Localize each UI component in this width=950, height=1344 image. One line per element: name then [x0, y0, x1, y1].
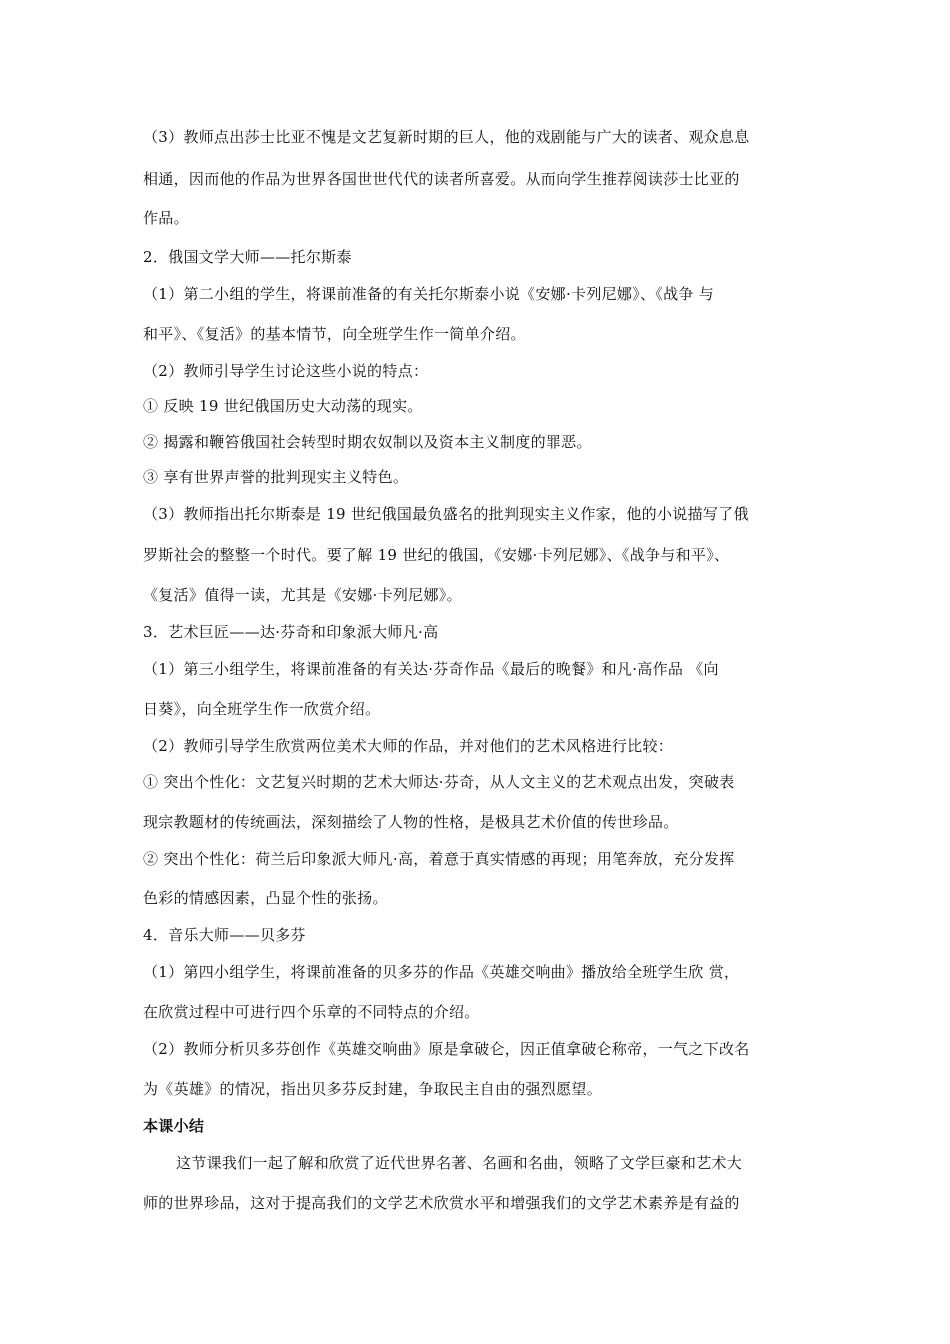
paragraph-line: 和平》、《复活》的基本情节，向全班学生作一简单介绍。 — [143, 325, 526, 343]
paragraph-line: 为《英雄》的情况，指出贝多芬反封建，争取民主自由的强烈愿望。 — [143, 1080, 603, 1098]
paragraph-line: （2）教师引导学生欣赏两位美术大师的作品，并对他们的艺术风格进行比较： — [143, 737, 674, 755]
summary-heading: 本课小结 — [143, 1117, 205, 1135]
paragraph-line: （1）第四小组学生，将课前准备的贝多芬的作品《英雄交响曲》播放给全班学生欣 赏， — [143, 963, 740, 981]
section-heading: 3．艺术巨匠——达·芬奇和印象派大师凡·高 — [143, 623, 439, 641]
paragraph-line: 罗斯社会的整整一个时代。要了解 19 世纪的俄国，《安娜·卡列尼娜》、《战争与和平》、 — [143, 546, 730, 564]
paragraph-line: （1）第三小组学生，将课前准备的有关达·芬奇作品《最后的晚餐》和凡·高作品 《向 — [143, 660, 719, 678]
paragraph-line: （2）教师分析贝多芬创作《英雄交响曲》原是拿破仑，因正值拿破仑称帝，一气之下改名 — [143, 1040, 750, 1058]
paragraph-line: 日葵》，向全班学生作一欣赏介绍。 — [143, 700, 381, 718]
list-item: ② 揭露和鞭笞俄国社会转型时期农奴制以及资本主义制度的罪恶。 — [143, 433, 592, 451]
list-item: ② 突出个性化：荷兰后印象派大师凡·高，着意于真实情感的再现；用笔奔放，充分发挥 — [143, 850, 735, 868]
paragraph-line: 相通，因而他的作品为世界各国世世代代的读者所喜爱。从而向学生推荐阅读莎士比亚的 — [143, 170, 740, 188]
section-heading: 2．俄国文学大师——托尔斯泰 — [143, 248, 352, 266]
section-heading: 4．音乐大师——贝多芬 — [143, 926, 306, 944]
list-item: ③ 享有世界声誉的批判现实主义特色。 — [143, 468, 409, 486]
summary-line: 师的世界珍品，这对于提高我们的文学艺术欣赏水平和增强我们的文学艺术素养是有益的 — [143, 1194, 740, 1212]
list-item: ① 反映 19 世纪俄国历史大动荡的现实。 — [143, 397, 423, 415]
paragraph-line: （3）教师指出托尔斯泰是 19 世纪俄国最负盛名的批判现实主义作家，他的小说描写了俄 — [143, 505, 749, 523]
summary-line: 这节课我们一起了解和欣赏了近代世界名著、名画和名曲，领略了文学巨豪和艺术大 — [176, 1154, 743, 1172]
paragraph-line: （3）教师点出莎士比亚不愧是文艺复新时期的巨人，他的戏剧能与广大的读者、观众息息 — [143, 128, 750, 146]
list-item: ① 突出个性化：文艺复兴时期的艺术大师达·芬奇，从人文主义的艺术观点出发，突破表 — [143, 773, 735, 791]
paragraph-line: （2）教师引导学生讨论这些小说的特点： — [143, 362, 429, 380]
list-item: 色彩的情感因素，凸显个性的张扬。 — [143, 889, 388, 907]
paragraph-line: 《复活》值得一读，尤其是《安娜·卡列尼娜》。 — [143, 586, 462, 604]
list-item: 现宗教题材的传统画法，深刻描绘了人物的性格，是极具艺术价值的传世珍品。 — [143, 813, 679, 831]
paragraph-line: （1）第二小组的学生，将课前准备的有关托尔斯泰小说《安娜·卡列尼娜》、《战争 与 — [143, 285, 715, 303]
paragraph-line: 在欣赏过程中可进行四个乐章的不同特点的介绍。 — [143, 1003, 480, 1021]
paragraph-line: 作品。 — [143, 209, 189, 227]
